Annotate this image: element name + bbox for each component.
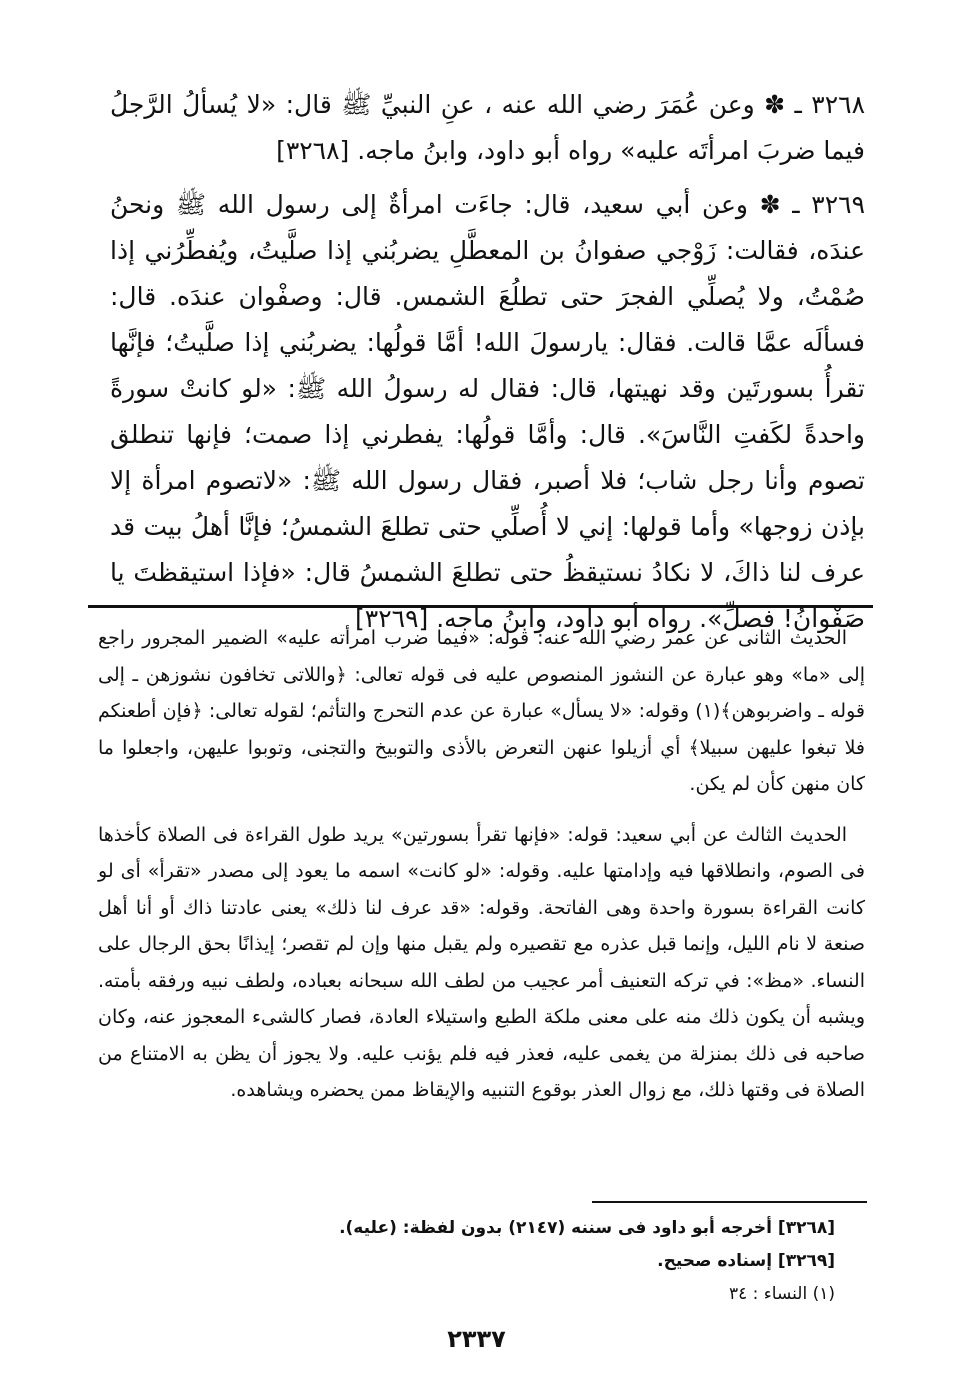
footnote-3269: [٣٢٦٩] إسناده صحيح. — [657, 1251, 835, 1271]
footnotes-section — [300, 1212, 835, 1311]
footnote-3268: [٣٢٦٨] أخرجه أبو داود فى سننه (٢١٤٧) بدون لفظة: (عليه). — [339, 1218, 835, 1238]
footnote-separator-line — [592, 1201, 867, 1203]
main-separator-line — [88, 605, 873, 608]
hadith-main-text — [110, 82, 865, 650]
hadith-3269: ٣٢٦٩ ـ ✽ وعن أبي سعيد، قال: جاءَت امرأةٌ إلى رسول الله ﷺ ونحنُ عندَه، فقالت: زَوْجي صفوانُ بن المعطَّلِ يضربُني إذا صلَّيتُ، ويُفطِّرُني إذا صُمْتُ، ولا يُصلِّي الفجرَ حتى تطلُعَ الشمس. قال: وصفْوان عندَه. قال: فسألَه عمَّا قالت. فقال: يارسولَ الله! أمَّا قولُها: يضربُني إذا صلَّيتُ؛ فإنَّها تقرأُ بسورتَين وقد نهيتها، قال: فقال له رسولُ الله ﷺ: «لو كانتْ سورةً واحدةً لكَفتِ النَّاسَ». قال: وأمَّا قولُها: يفطرني إذا صمت؛ فإنها تنطلق تصوم وأنا رجل شاب؛ فلا أصبر، فقال رسول الله ﷺ: «لاتصوم امرأة إلا بإذن زوجها» وأما قولها: إني لا أُصلِّي حتى تطلعَ الشمسُ؛ فإنَّا أهلُ بيت قد عرف لنا ذاكَ، لا نكادُ نستيقظُ حتى تطلعَ الشمسُ قال: «فإذا استيقظتَ يا صَفْوانُ! فصلِّ». رواه أبو داود، وابنُ ماجه. [٣٢٦٩] — [110, 190, 865, 633]
hadith-3268: ٣٢٦٨ ـ ✽ وعن عُمَرَ رضي الله عنه ، عنِ النبيِّ ﷺ قال: «لا يُسألُ الرَّجلُ فيما ضربَ امرأتَه عليه» رواه أبو داود، وابنُ ماجه. [٣٢٦٨] — [110, 90, 865, 165]
commentary-paragraph-2: الحديث الثالث عن أبي سعيد: قوله: «فإنها تقرأ بسورتين» يريد طول القراءة فى الصلاة كأخذها فى الصوم، وانطلاقها فيه وإدامتها عليه. وقوله: «لو كانت» اسمه ما يعود إلى مصدر «تقرأ» أى لو كانت القراءة بسورة واحدة وهى الفاتحة. وقوله: «قد عرف لنا ذلك» يعنى عادتنا ذاك أو أنا أهل صنعة لا نام الليل، وإنما قبل عذره مع تقصيره ولم يقبل منها وإن لم تقصر؛ إيذانًا بحق الرجال على النساء. «مظ»: في تركه التعنيف أمر عجيب من لطف الله سبحانه بعباده، ولطف نبيه ورفقه بأمته. ويشبه أن يكون ذلك منه على معنى ملكة الطبع واستيلاء العادة، فصار كالشىء المعجوز عنه، وكان صاحبه فى ذلك بمنزلة من يغمى عليه، فعذر فيه فلم يؤنب عليه. ولا يجوز أن يظن به الامتناع من الصلاة فى وقتها ذلك، مع زوال العذر بوقوع التنبيه والإيقاظ ممن يحضره ويشاهده. — [98, 823, 865, 1101]
commentary-section — [98, 620, 865, 1119]
page-number: ٢٣٣٧ — [447, 1325, 506, 1353]
footnote-1: (١) النساء : ٣٤ — [729, 1284, 835, 1304]
commentary-paragraph-1: الحديث الثانى عن عمر رضي الله عنه: قوله: «فيما ضرب امرأته عليه» الضمير المجرور راجع إلى «ما» وهو عبارة عن النشوز المنصوص عليه فى قوله تعالى: ﴿واللاتى تخافون نشوزهن ـ إلى قوله ـ واضربوهن﴾(١) وقوله: «لا يسأل» عبارة عن عدم التحرج والتأثم؛ لقوله تعالى: ﴿فإن أطعنكم فلا تبغوا عليهن سبيلا﴾ أي أزيلوا عنهن التعرض بالأذى والتوبيخ والتجنى، وتوبوا عليهن، واجعلوا ما كان منهن كأن لم يكن. — [98, 627, 865, 795]
